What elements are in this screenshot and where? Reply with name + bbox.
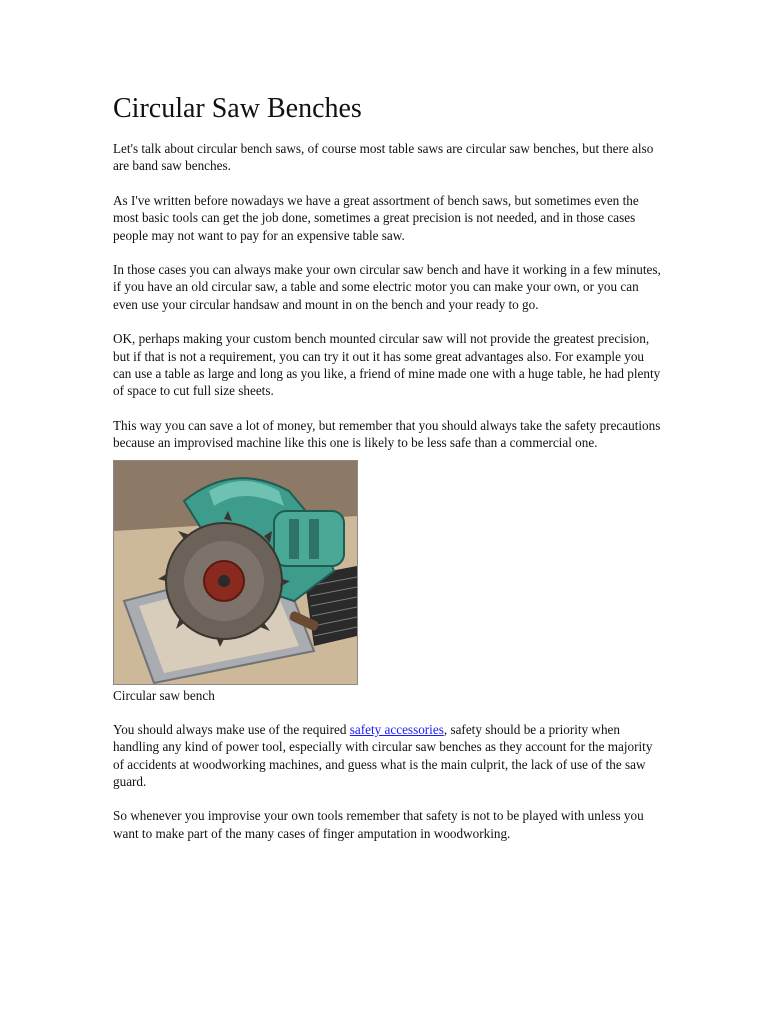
paragraph-intro: Let's talk about circular bench saws, of course most table saws are circular saw benches, but there also are band saw benches.	[113, 141, 654, 174]
paragraph-make-your-own: In those cases you can always make your own circular saw bench and have it working in a few minutes, if you have an old circular saw, a table and some electric motor you can make your own, or you can even use your circular handsaw and mount in on the bench and your ready to go.	[113, 262, 661, 312]
article	[113, 92, 661, 859]
paragraph-closing: So whenever you improvise your own tools remember that safety is not to be played with unless you want to make part of the many cases of finger amputation in woodworking.	[113, 808, 644, 841]
paragraph-assortment: As I've written before nowadays we have a great assortment of bench saws, but sometimes even the most basic tools can get the job done, sometimes a great precision is not needed, and in those cases people may not want to pay for an expensive table saw.	[113, 192, 639, 243]
circular-saw-bench-photo	[113, 460, 358, 685]
safety-accessories-link[interactable]: safety accessories	[349, 721, 444, 737]
safety-text-after: , safety should be a priority when handling any kind of power tool, especially with circular saw benches as they account for the majority of accidents at woodworking machines, and guess what is the main culprit, the lack of use of the saw guard.	[113, 721, 653, 789]
figure-caption: Circular saw bench	[113, 687, 215, 703]
safety-text-before: You should always make use of the required	[113, 721, 350, 737]
paragraph-save-money: This way you can save a lot of money, but remember that you should always take the safety precautions because an improvised machine like this one is likely to be less safe than a commercial one.	[113, 417, 661, 451]
page-title: Circular Saw Benches	[113, 93, 362, 124]
figure	[113, 460, 661, 704]
paragraph-precision: OK, perhaps making your custom bench mounted circular saw will not provide the greatest precision, but if that is not a requirement, you can try it out it has some great advantages also. For example you can use a table as large and long as you like, a friend of mine made one with a huge table, he had plenty of space to cut full size sheets.	[113, 331, 661, 399]
paragraph-safety	[113, 721, 661, 791]
